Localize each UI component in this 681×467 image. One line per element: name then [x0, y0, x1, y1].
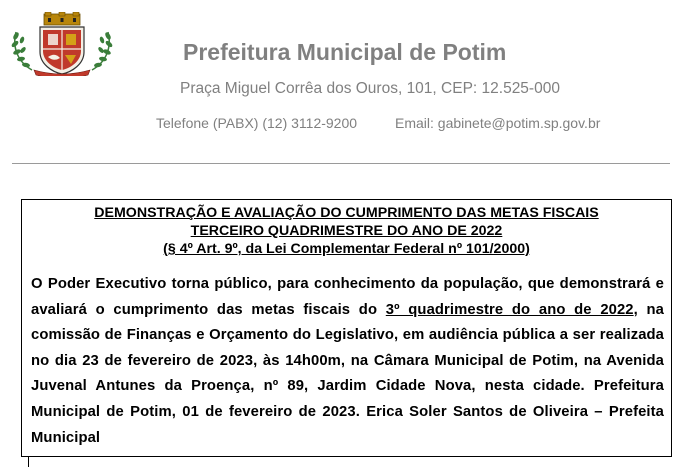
org-name: Prefeitura Municipal de Potim	[183, 39, 507, 65]
laurel-right-icon	[92, 31, 113, 70]
laurel-left-icon	[11, 31, 32, 70]
org-email: Email: gabinete@potim.sp.gov.br	[395, 115, 601, 131]
notice-body-part-2: , na comissão de Finanças e Orçamento do Legislativo, em audiência pública a ser realizada no dia 23 de fevereiro de 2023, às 14h00m, na Câmara Municipal de Potim, na Avenida Juvenal Antunes da Proença, nº 89, Jardim Cidade Nova, nesta cidade. Prefeitura Municipal de Potim, 01 de fevereiro de 2023. Erica Soler Santos de Oliveira – Prefeita Municipal	[31, 301, 665, 446]
mural-crown-icon	[44, 12, 80, 25]
notice-title-line-3: (§ 4º Art. 9º, da Lei Complementar Federal nº 101/2000)	[163, 241, 530, 257]
shield-icon	[40, 27, 84, 74]
notice-title-line-1: DEMONSTRAÇÃO E AVALIAÇÃO DO CUMPRIMENTO DAS METAS FISCAIS	[94, 205, 599, 221]
org-address: Praça Miguel Corrêa dos Ouros, 101, CEP: 12.525-000	[180, 80, 560, 97]
notice-title-line-2: TERCEIRO QUADRIMESTRE DO ANO DE 2022	[190, 223, 503, 239]
municipal-coat-of-arms	[10, 12, 114, 76]
notice-title	[22, 204, 671, 258]
notice-body-part-1: O Poder Executivo torna público, para conhecimento da população, que demonstrará e avaliará o cumprimento das metas fiscais do	[31, 276, 664, 318]
notice-body-underlined: 3º quadrimestre do ano de 2022	[385, 301, 634, 318]
org-phone: Telefone (PABX) (12) 3112-9200	[156, 115, 358, 131]
page-edge-line	[28, 457, 29, 467]
notice-box	[21, 199, 672, 457]
header-divider	[12, 163, 670, 164]
notice-body	[31, 272, 664, 451]
